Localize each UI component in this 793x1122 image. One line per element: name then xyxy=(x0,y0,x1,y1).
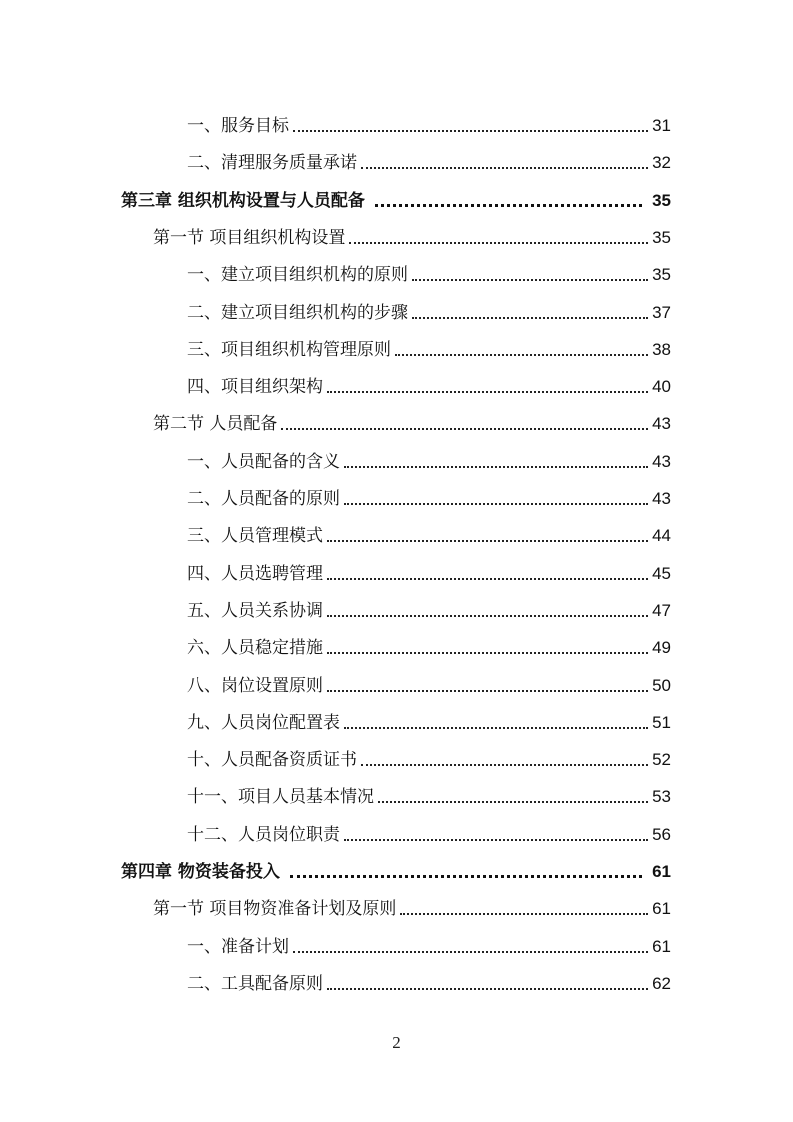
toc-entry-title: 一、准备计划 xyxy=(187,936,289,957)
toc-dot-leader xyxy=(327,651,648,654)
toc-section-entry[interactable] xyxy=(153,212,671,249)
toc-item-entry[interactable] xyxy=(187,585,671,622)
toc-item-entry[interactable] xyxy=(187,137,671,174)
toc-dot-leader xyxy=(327,390,648,393)
toc-entry-page: 52 xyxy=(652,750,671,770)
toc-section-entry[interactable] xyxy=(153,883,671,920)
toc-entry-title: 第四章 物资装备投入 xyxy=(121,862,280,882)
toc-dot-leader xyxy=(395,353,648,356)
toc-chapter-entry[interactable] xyxy=(121,846,671,883)
toc-entry-title: 二、建立项目组织机构的步骤 xyxy=(187,302,408,323)
toc-entry-title: 一、服务目标 xyxy=(187,116,289,136)
toc-chapter-entry[interactable] xyxy=(121,175,671,212)
toc-item-entry[interactable] xyxy=(187,548,671,585)
toc-entry-page: 38 xyxy=(652,339,671,359)
toc-entry-title: 六、人员稳定措施 xyxy=(187,638,323,659)
toc-dot-leader xyxy=(293,129,648,132)
toc-entry-page: 43 xyxy=(652,489,671,508)
toc-dot-leader xyxy=(327,987,648,990)
toc-entry-page: 45 xyxy=(652,563,671,583)
toc-entry-title: 九、人员岗位配置表 xyxy=(187,712,340,733)
toc-entry-title: 一、人员配备的含义 xyxy=(187,451,340,472)
toc-entry-title: 十一、项目人员基本情况 xyxy=(187,787,374,808)
toc-entry-title: 第一节 项目物资准备计划及原则 xyxy=(153,899,397,920)
page-number: 2 xyxy=(392,1033,401,1052)
toc-entry-page: 35 xyxy=(652,265,671,285)
toc-item-entry[interactable] xyxy=(187,287,671,324)
toc-dot-leader xyxy=(378,800,648,803)
toc-dot-leader xyxy=(344,726,648,729)
toc-entry-title: 三、项目组织机构管理原则 xyxy=(187,339,391,360)
toc-dot-leader xyxy=(327,539,648,542)
toc-entry-title: 十二、人员岗位职责 xyxy=(187,824,340,845)
toc-entry-title: 三、人员管理模式 xyxy=(187,526,323,547)
toc-entry-title: 十、人员配备资质证书 xyxy=(187,750,357,771)
toc-dot-leader xyxy=(344,502,648,505)
toc-entry-page: 37 xyxy=(652,302,671,322)
toc-entry-page: 31 xyxy=(652,116,671,135)
toc-dot-leader xyxy=(412,278,648,281)
toc-item-entry[interactable] xyxy=(187,771,671,808)
toc-dot-leader xyxy=(375,203,642,207)
toc-entry-page: 49 xyxy=(652,638,671,658)
toc-entry-page: 47 xyxy=(652,600,671,620)
toc-item-entry[interactable] xyxy=(187,510,671,547)
toc-dot-leader xyxy=(281,427,648,430)
toc-item-entry[interactable] xyxy=(187,809,671,846)
toc-dot-leader xyxy=(327,614,648,617)
toc-entry-page: 32 xyxy=(652,153,671,173)
toc-entry-page: 40 xyxy=(652,377,671,397)
toc-dot-leader xyxy=(361,763,648,766)
toc-dot-leader xyxy=(344,838,648,841)
toc-dot-leader xyxy=(349,241,648,244)
toc-dot-leader xyxy=(361,166,648,169)
toc-entry-page: 50 xyxy=(652,675,671,695)
toc-section-entry[interactable] xyxy=(153,398,671,435)
toc-entry-page: 61 xyxy=(652,862,671,881)
toc-entry-page: 35 xyxy=(652,190,671,210)
toc-entry-title: 二、工具配备原则 xyxy=(187,973,323,994)
toc-item-entry[interactable] xyxy=(187,100,671,137)
toc-item-entry[interactable] xyxy=(187,473,671,510)
toc-dot-leader xyxy=(344,465,648,468)
toc-item-entry[interactable] xyxy=(187,361,671,398)
toc-entry-title: 八、岗位设置原则 xyxy=(187,675,323,696)
toc-entry-page: 56 xyxy=(652,824,671,844)
toc-entry-page: 35 xyxy=(652,227,671,247)
toc-entry-title: 二、清理服务质量承诺 xyxy=(187,153,357,174)
toc-entry-title: 二、人员配备的原则 xyxy=(187,489,340,509)
toc-entry-title: 四、项目组织架构 xyxy=(187,377,323,398)
toc-dot-leader xyxy=(412,316,648,319)
toc-item-entry[interactable] xyxy=(187,734,671,771)
toc-entry-page: 51 xyxy=(652,712,671,732)
toc-dot-leader xyxy=(327,577,648,580)
toc-item-entry[interactable] xyxy=(187,697,671,734)
toc-entry-page: 43 xyxy=(652,451,671,471)
toc-item-entry[interactable] xyxy=(187,660,671,697)
toc-item-entry[interactable] xyxy=(187,249,671,286)
toc-entry-title: 四、人员选聘管理 xyxy=(187,563,323,584)
toc-item-entry[interactable] xyxy=(187,622,671,659)
toc-entry-title: 第一节 项目组织机构设置 xyxy=(153,227,346,248)
toc-dot-leader xyxy=(293,950,648,953)
toc-dot-leader xyxy=(327,689,648,692)
toc-entry-title: 第三章 组织机构设置与人员配备 xyxy=(121,190,365,211)
toc-item-entry[interactable] xyxy=(187,921,671,958)
toc-item-entry[interactable] xyxy=(187,958,671,995)
toc-entry-page: 44 xyxy=(652,526,671,546)
toc-dot-leader xyxy=(290,874,642,878)
toc-entry-page: 61 xyxy=(652,936,671,956)
toc-entry-page: 43 xyxy=(652,414,671,434)
toc-entry-title: 第二节 人员配备 xyxy=(153,414,278,435)
toc-entry-title: 一、建立项目组织机构的原则 xyxy=(187,265,408,286)
toc-entry-page: 62 xyxy=(652,973,671,993)
toc-dot-leader xyxy=(400,912,648,915)
toc-entry-page: 61 xyxy=(652,899,671,919)
toc-item-entry[interactable] xyxy=(187,324,671,361)
toc-entry-page: 53 xyxy=(652,787,671,807)
toc-entry-title: 五、人员关系协调 xyxy=(187,600,323,621)
toc-item-entry[interactable] xyxy=(187,436,671,473)
